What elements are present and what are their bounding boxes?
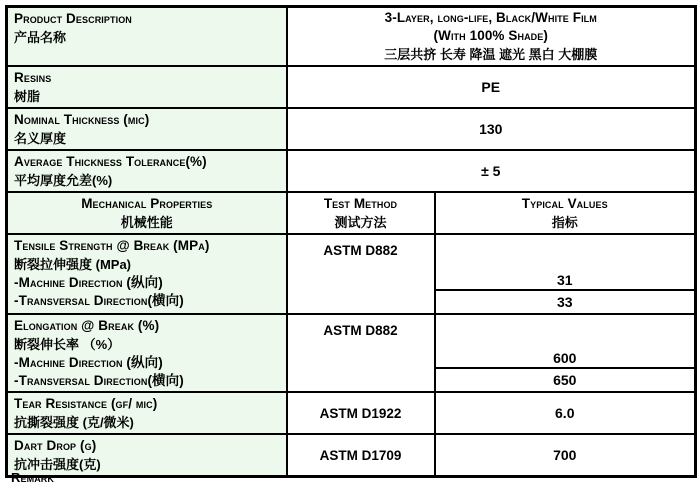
tensile-td-value-cell: 33: [435, 290, 696, 314]
elongation-transversal-direction-label: -Transversal Direction(横向): [14, 373, 184, 388]
row-tensile-strength: [7, 234, 696, 290]
tear-resistance-label-en: Tear Resistance (gf/ mic): [14, 396, 158, 411]
tensile-machine-direction-label: -Machine Direction (纵向): [14, 275, 163, 290]
elongation-td-value-cell: 650: [435, 368, 696, 392]
product-description-value-line1: 3-Layer, long-life, Black/White Film: [384, 10, 597, 25]
nominal-thickness-label-zh: 名义厚度: [14, 131, 67, 146]
resins-label-en: Resins: [14, 70, 52, 85]
product-description-value-line3: 三层共挤 长寿 降温 遮光 黑白 大棚膜: [384, 47, 598, 62]
tear-resistance-label-cell: [7, 392, 287, 434]
test-method-header-zh: 测试方法: [334, 214, 387, 230]
product-description-label-zh: 产品名称: [14, 30, 67, 45]
thickness-tolerance-label-zh: 平均厚度允差(%): [14, 173, 113, 188]
product-description-value-cell: [287, 7, 696, 67]
dart-drop-label-en: Dart Drop (g): [14, 438, 97, 453]
tensile-transversal-direction-label: -Transversal Direction(横向): [14, 293, 184, 308]
dart-drop-value-cell: 700: [435, 434, 696, 477]
nominal-thickness-label-en: Nominal Thickness (mic): [14, 112, 150, 127]
row-elongation: [7, 314, 696, 368]
typical-values-header-zh: 指标: [551, 214, 578, 230]
remark-cutoff-text: Remark: [11, 470, 54, 485]
row-resins: [7, 66, 696, 108]
tensile-strength-label-en: Tensile Strength @ Break (MPa): [14, 238, 210, 253]
tear-resistance-label-zh: 抗撕裂强度 (克/微米): [14, 415, 134, 430]
row-product-description: [7, 7, 696, 67]
resins-label-cell: [7, 66, 287, 108]
resins-value-cell: PE: [287, 66, 696, 108]
mechanical-properties-header-zh: 机械性能: [120, 215, 173, 230]
tensile-strength-label-zh: 断裂拉伸强度 (MPa): [14, 257, 132, 272]
tensile-md-value-cell: 31: [435, 234, 696, 290]
row-thickness-tolerance: [7, 150, 696, 192]
tensile-strength-label-cell: [7, 234, 287, 314]
elongation-label-cell: [7, 314, 287, 392]
elongation-machine-direction-label: -Machine Direction (纵向): [14, 355, 163, 370]
nominal-thickness-value-cell: 130: [287, 108, 696, 150]
mechanical-properties-header-en: Mechanical Properties: [81, 196, 213, 211]
nominal-thickness-label-cell: [7, 108, 287, 150]
tear-resistance-value-cell: 6.0: [435, 392, 696, 434]
elongation-label-en: Elongation @ Break (%): [14, 318, 160, 333]
product-description-label-cell: [7, 7, 287, 67]
elongation-md-value-cell: 600: [435, 314, 696, 368]
row-nominal-thickness: [7, 108, 696, 150]
elongation-label-zh: 断裂伸长率 （%）: [14, 337, 121, 352]
thickness-tolerance-value-cell: ± 5: [287, 150, 696, 192]
row-section-header: [7, 192, 696, 234]
tear-resistance-test-method-cell: ASTM D1922: [287, 392, 435, 434]
thickness-tolerance-label-cell: [7, 150, 287, 192]
product-spec-table: [5, 5, 697, 478]
dart-drop-test-method-cell: ASTM D1709: [287, 434, 435, 477]
test-method-header-en: Test Method: [323, 195, 398, 211]
product-description-value-line2: (With 100% Shade): [433, 28, 548, 43]
tensile-test-method-cell: ASTM D882: [287, 234, 435, 314]
product-description-label-en: Product Description: [14, 11, 132, 26]
test-method-header-cell: [287, 192, 435, 234]
resins-label-zh: 树脂: [14, 89, 41, 104]
dart-drop-label-zh: 抗冲击强度(克): [14, 457, 101, 472]
typical-values-header-en: Typical Values: [521, 195, 608, 211]
typical-values-header-cell: [435, 192, 696, 234]
mechanical-properties-header-cell: [7, 192, 287, 234]
row-dart-drop: [7, 434, 696, 477]
elongation-test-method-cell: ASTM D882: [287, 314, 435, 392]
row-tear-resistance: [7, 392, 696, 434]
thickness-tolerance-label-en: Average Thickness Tolerance(%): [14, 154, 207, 169]
